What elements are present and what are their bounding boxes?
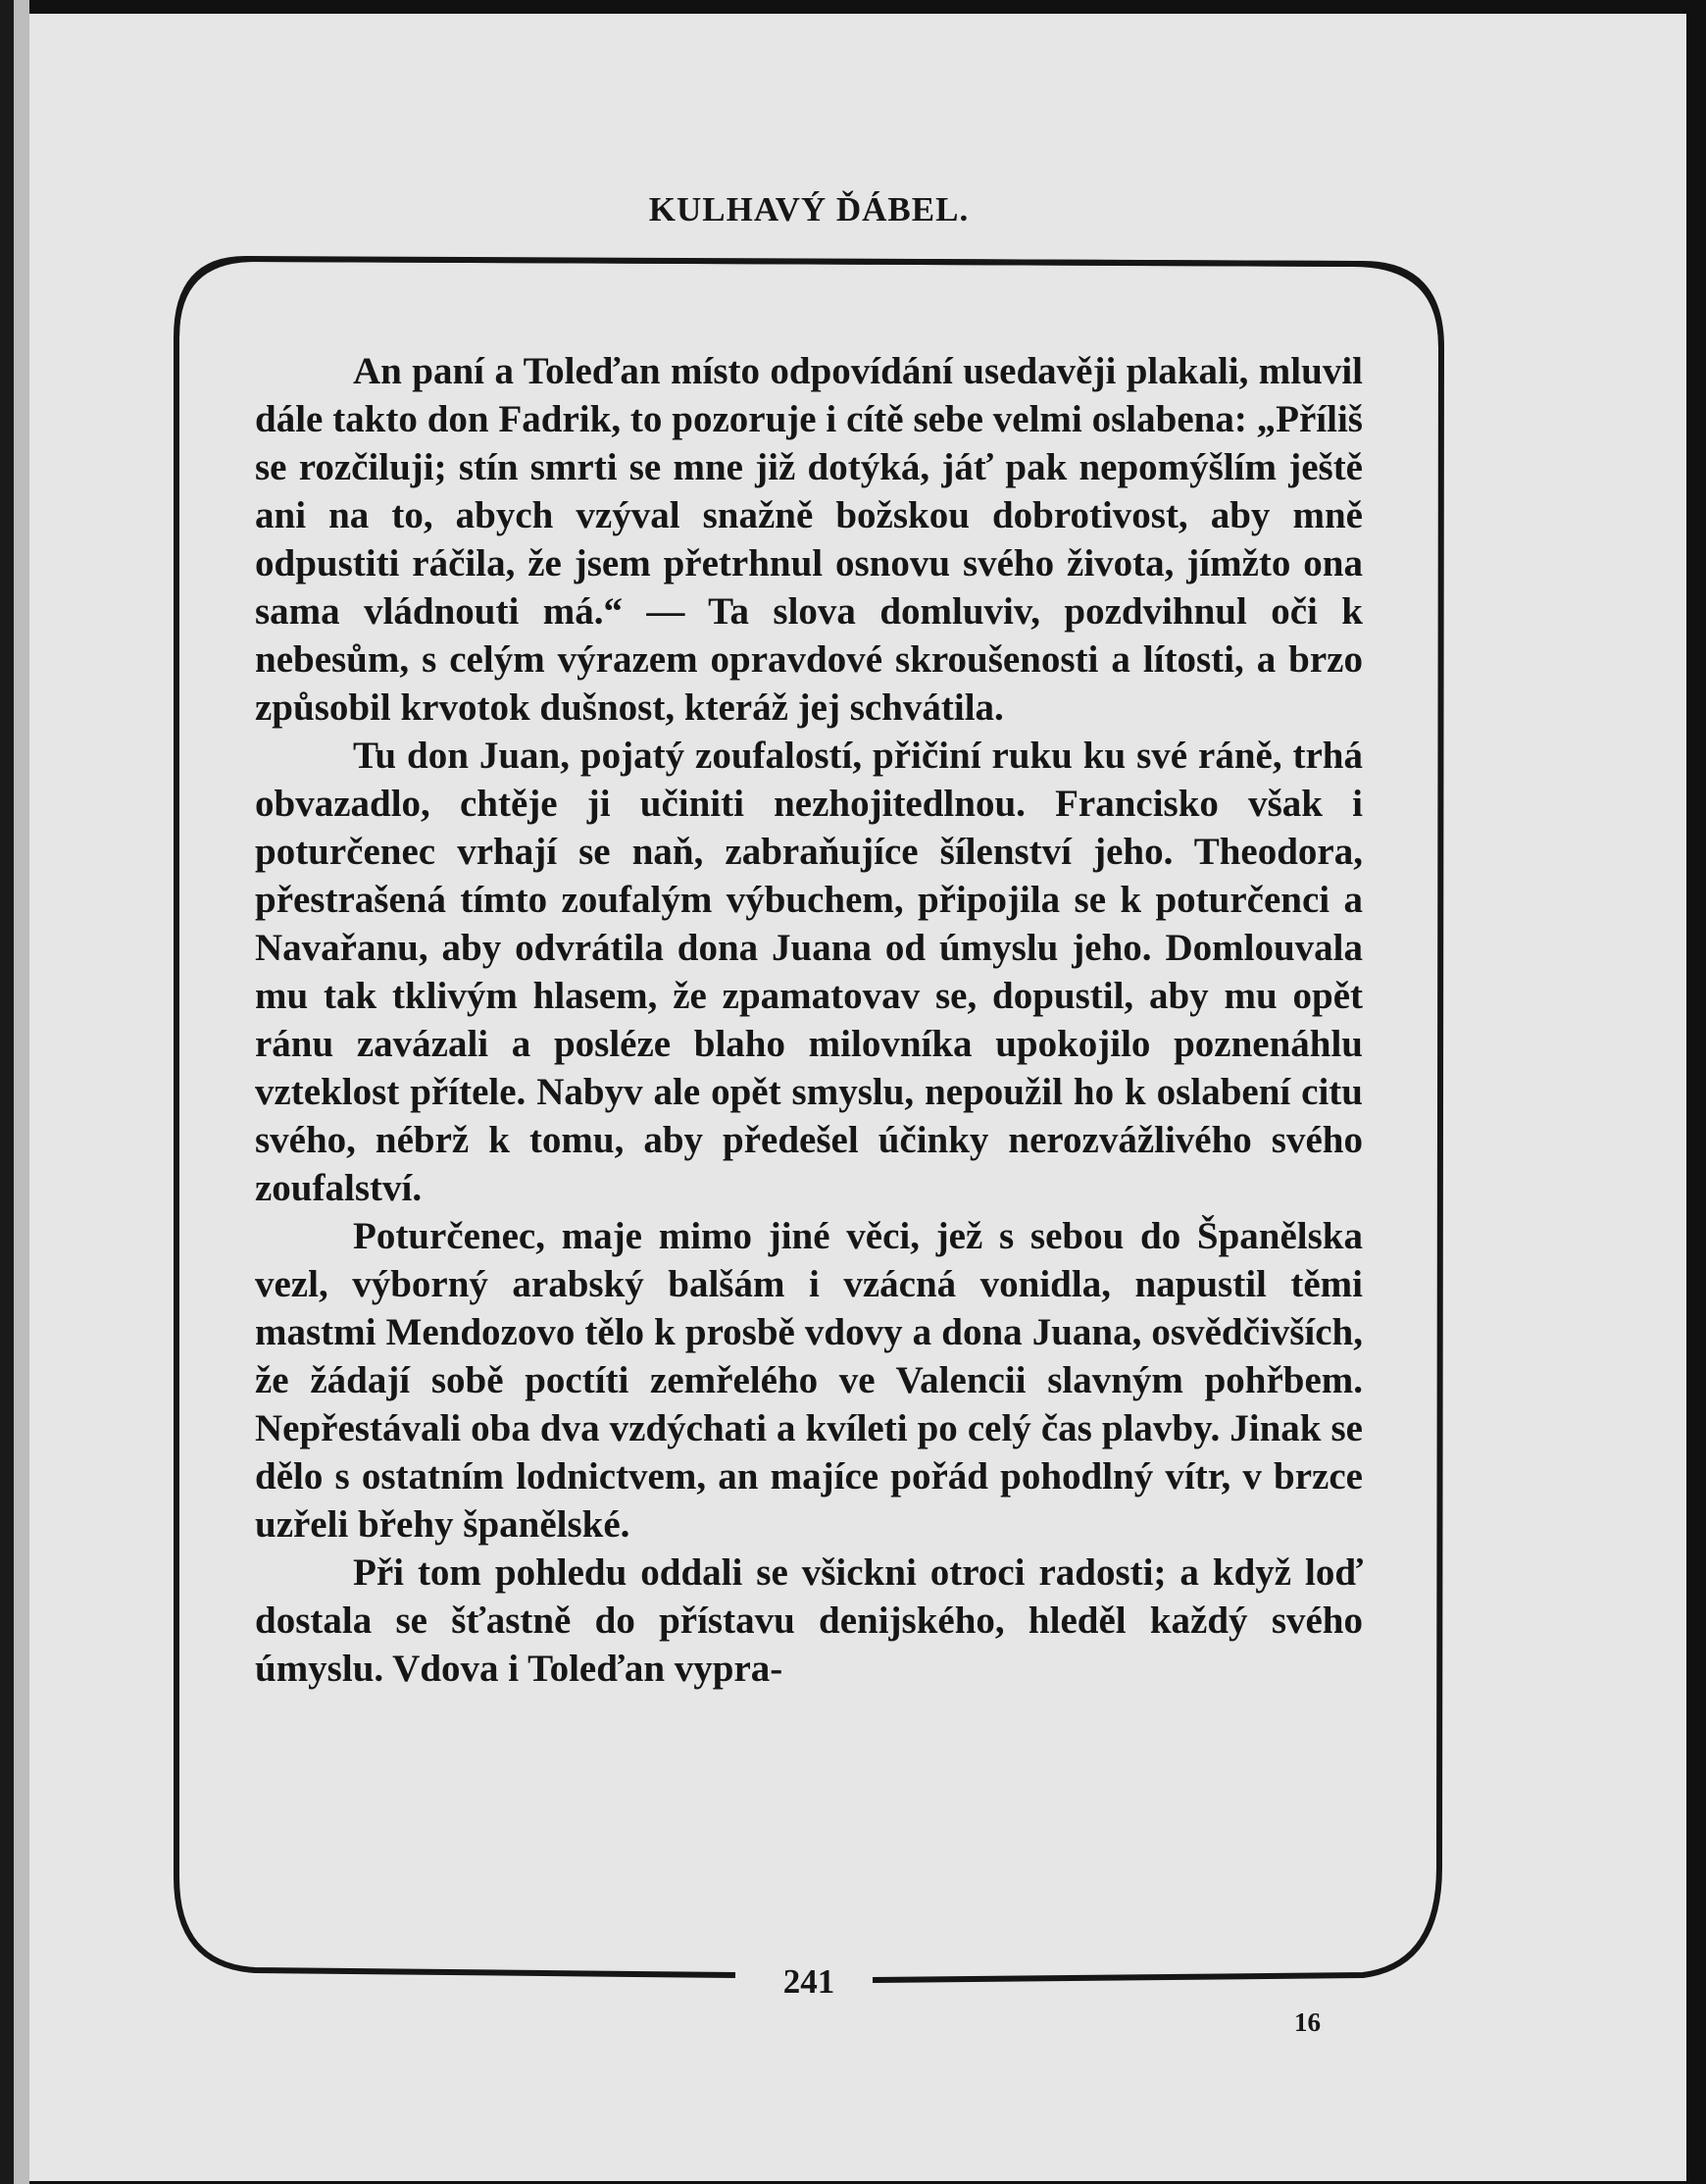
- scan-edge-dark: [0, 0, 14, 2184]
- page-number: 241: [765, 1962, 853, 2002]
- running-head: KULHAVÝ ĎÁBEL.: [648, 190, 970, 229]
- paragraph: Poturčenec, maje mimo jiné věci, jež s sebou do Španělska vezl, výborný arabský balšám i vzácná vonidla, napustil těmi mastmi Mendozovo tělo k prosbě vdovy a dona Juana, osvědčivších, že žádají sobě poctíti zemřelého ve Valencii slavným pohřbem. Nepřestávali oba dva vzdýchati a kvíleti po celý čas plavby. Jinak se dělo s ostatním lodnictvem, an majíce pořád pohodlný vítr, v brzce uzřeli břehy španělské.: [255, 1215, 1363, 1546]
- paragraph: Při tom pohledu oddali se všickni otroci radosti; a když loď dostala se šťastně do přístavu denijského, hleděl každý svého úmyslu. Vdova i Toleďan vypra-: [255, 1551, 1363, 1690]
- signature-mark: 16: [1294, 2007, 1321, 2037]
- body-text: [255, 347, 1363, 1693]
- scan-edge-light: [14, 0, 29, 2184]
- paragraph: Tu don Juan, pojatý zoufalostí, přičiní ruku ku své ráně, trhá obvazadlo, chtěje ji učiniti nezhojitedlnou. Francisko však i poturčenec vrhají se naň, zabraňujíce šílenství jeho. Theodora, přestrašená tímto zoufalým výbuchem, připojila se k poturčenci a Navařanu, aby odvrátila dona Juana od úmyslu jeho. Domlouvala mu tak tklivým hlasem, že zpamatovav se, dopustil, aby mu opět ránu zavázali a posléze blaho milovníka upokojilo poznenáhlu vzteklost přítele. Nabyv ale opět smyslu, nepoužil ho k oslabení citu svého, nébrž k tomu, aby předešel účinky nerozvážlivého svého zoufalství.: [255, 735, 1363, 1209]
- book-page: [29, 14, 1686, 2181]
- paragraph: An paní a Toleďan místo odpovídání usedavěji plakali, mluvil dále takto don Fadrik, to pozoruje i cítě sebe velmi oslabena: „Příliš se rozčiluji; stín smrti se mne již dotýká, jáť pak nepomýšlím ještě ani na to, abych vzýval snažně božskou dobrotivost, aby mně odpustiti ráčila, že jsem přetrhnul osnovu svého života, jímžto ona sama vládnouti má.“ — Ta slova domluviv, pozdvihnul oči k nebesům, s celým výrazem opravdové skroušenosti a lítosti, a brzo způsobil krvotok dušnost, kteráž jej schvátila.: [255, 350, 1363, 729]
